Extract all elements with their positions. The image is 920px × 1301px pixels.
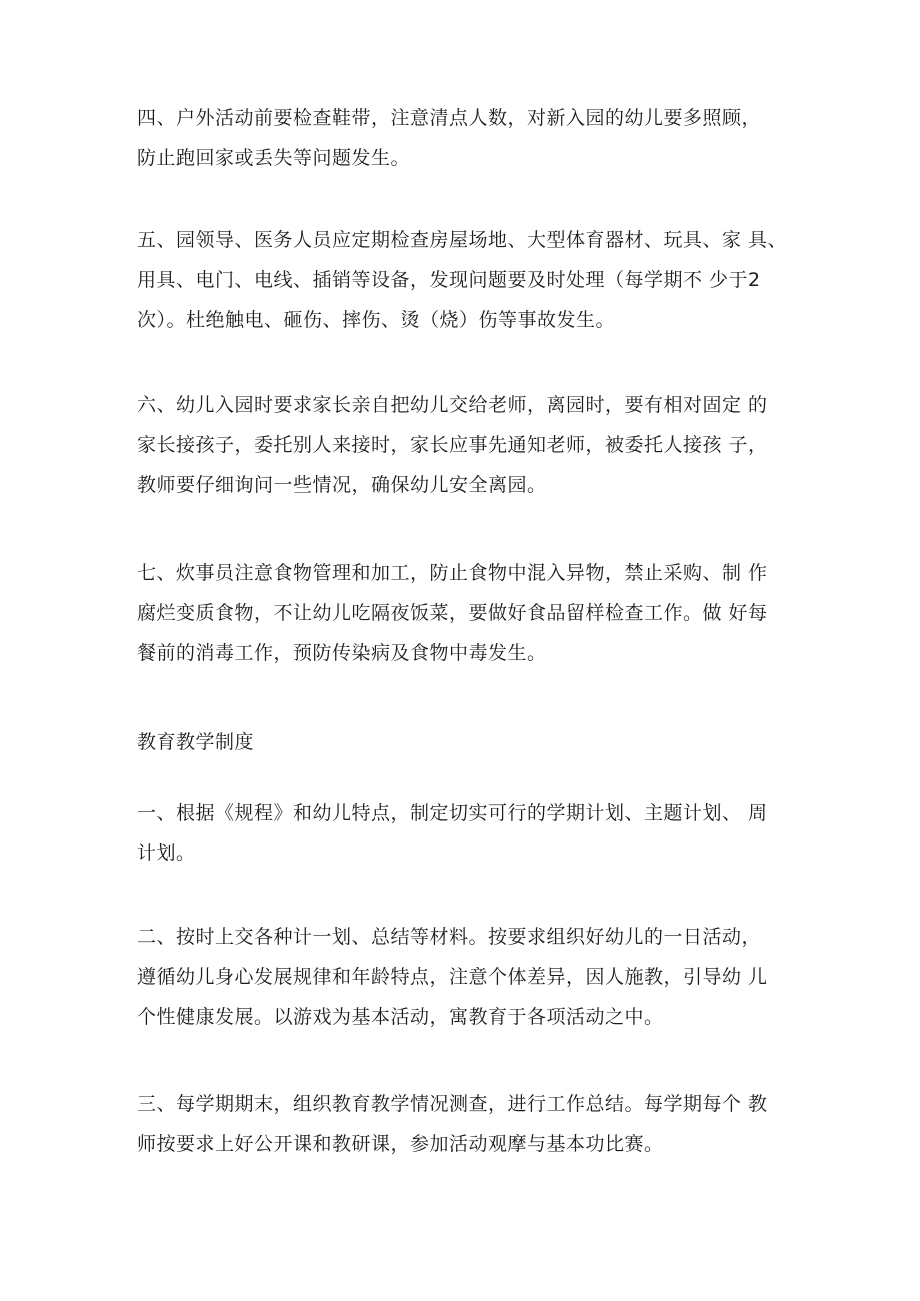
paragraph-item-7 [137, 553, 797, 673]
paragraph-line: 一、根据《规程》和幼儿特点，制定切实可行的学期计划、主题计划、 周 [137, 802, 768, 824]
paragraph-line: 腐烂变质食物，不让幼儿吃隔夜饭菜，要做好食品留样检查工作。做 好每 [137, 602, 768, 624]
paragraph-line: 遵循幼儿身心发展规律和年龄特点，注意个体差异，因人施教，引导幼 儿 [137, 966, 768, 988]
paragraph-line: 计划。 [137, 842, 196, 864]
paragraph-item-edu-3 [137, 1084, 797, 1164]
paragraph-item-edu-2 [137, 917, 797, 1037]
paragraph-line: 餐前的消毒工作，预防传染病及食物中毒发生。 [137, 642, 547, 664]
paragraph-line: 五、园领导、医务人员应定期检查房屋场地、大型体育器材、玩具、家 具、 [137, 229, 788, 251]
paragraph-line: 七、炊事员注意食物管理和加工，防止食物中混入异物，禁止采购、制 作 [137, 562, 768, 584]
paragraph-line: 师按要求上好公开课和教研课，参加活动观摩与基本功比赛。 [137, 1133, 664, 1155]
paragraph-line: 教师要仔细询问一些情况，确保幼儿安全离园。 [137, 474, 547, 496]
paragraph-line: 三、每学期期末，组织教育教学情况测查，进行工作总结。每学期每个 教 [137, 1093, 768, 1115]
paragraph-item-6 [137, 385, 797, 505]
paragraph-line: 四、户外活动前要检查鞋带，注意清点人数，对新入园的幼儿要多照顾， [137, 107, 762, 129]
paragraph-line: 用具、电门、电线、插销等设备，发现问题要及时处理（每学期不 少于2 [137, 269, 761, 291]
section-heading: 教育教学制度 [137, 731, 255, 753]
paragraph-line: 防止跑回家或丢失等问题发生。 [137, 147, 411, 169]
paragraph-line: 次）。杜绝触电、砸伤、摔伤、烫（烧）伤等事故发生。 [137, 309, 616, 331]
paragraph-item-5 [137, 220, 797, 340]
paragraph-line: 家长接孩子，委托别人来接时，家长应事先通知老师，被委托人接孩 子， [137, 434, 768, 456]
paragraph-line: 个性健康发展。以游戏为基本活动，寓教育于各项活动之中。 [137, 1006, 664, 1028]
paragraph-line: 二、按时上交各种计一划、总结等材料。按要求组织好幼儿的一日活动， [137, 926, 762, 948]
paragraph-item-edu-1 [137, 793, 797, 873]
paragraph-item-4 [137, 98, 797, 178]
paragraph-line: 六、幼儿入园时要求家长亲自把幼儿交给老师，离园时，要有相对固定 的 [137, 394, 768, 416]
